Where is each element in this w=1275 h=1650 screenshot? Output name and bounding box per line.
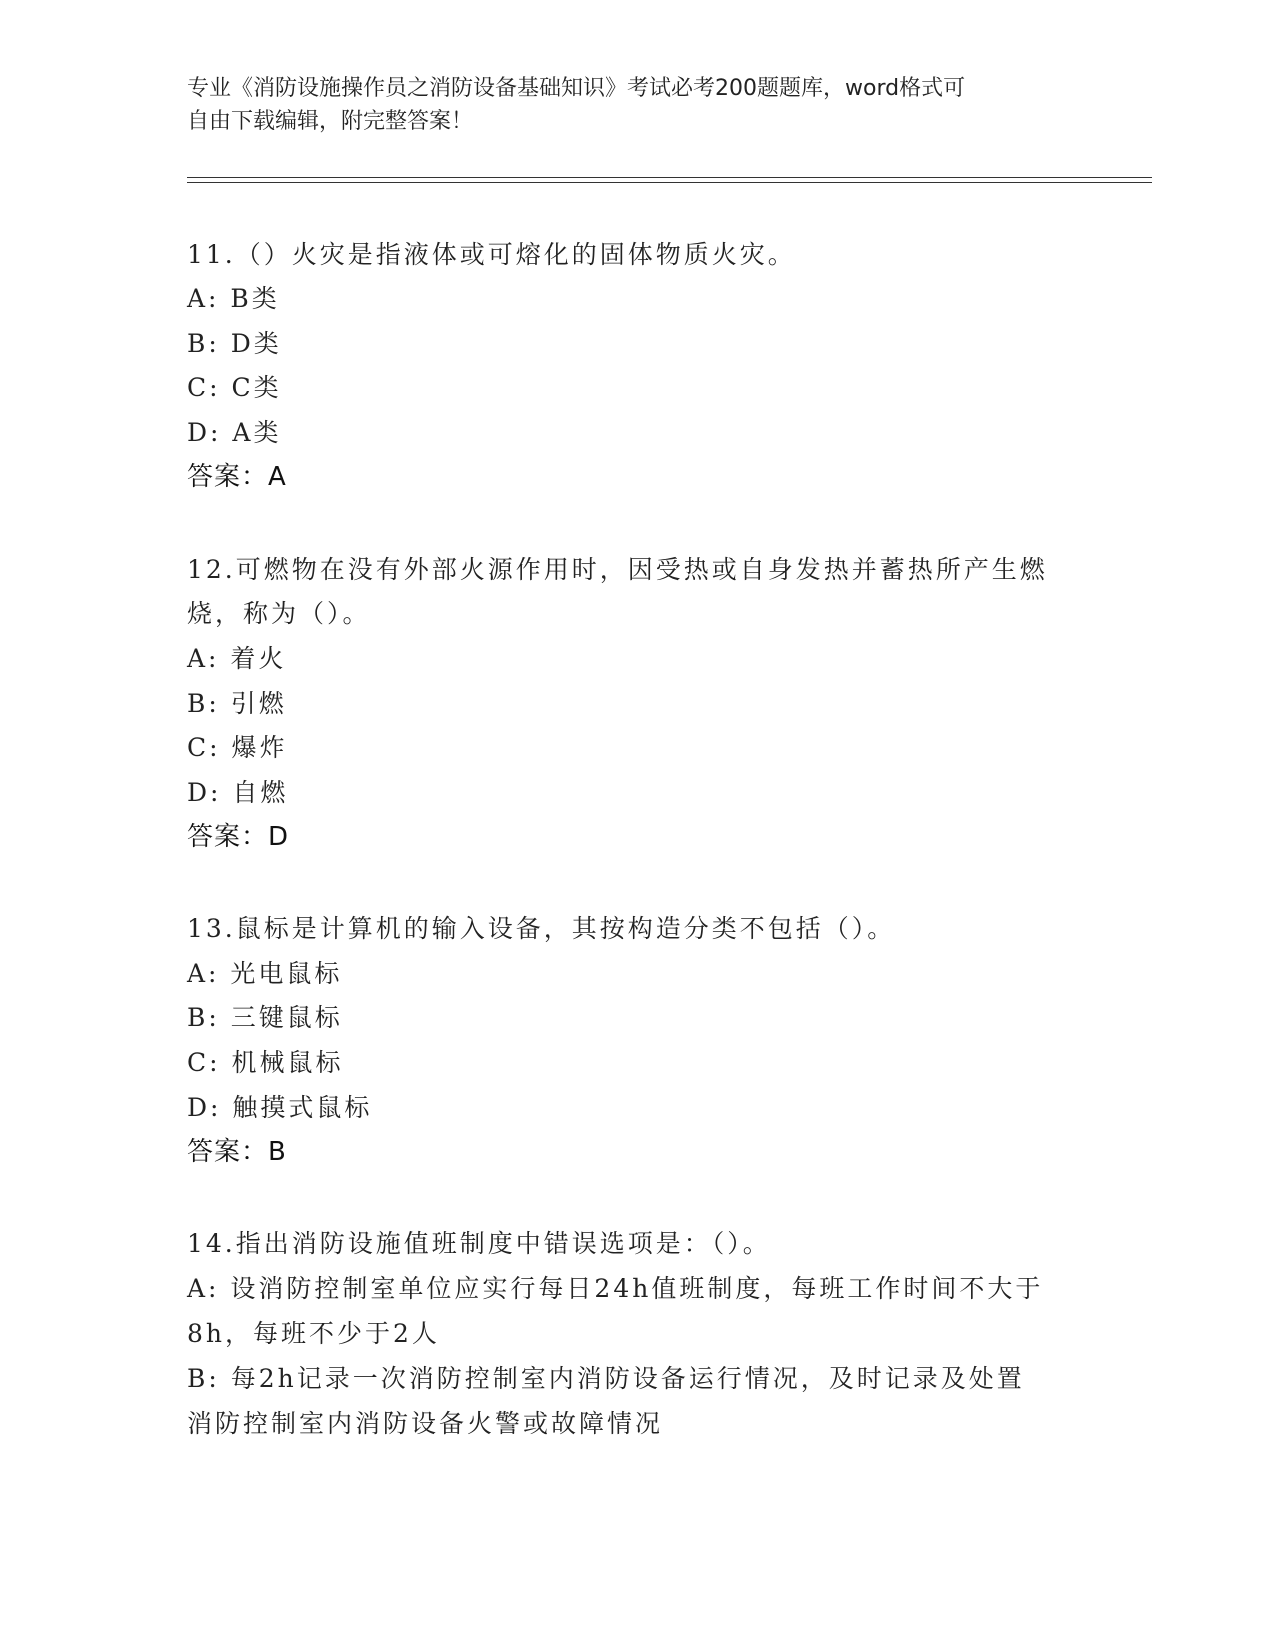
question-14-stem: 14.指出消防设施值班制度中错误选项是：（）。 [187,1229,771,1258]
question-12-option-a: A: 着火 [187,644,287,673]
document-header [187,72,1087,138]
question-14-option-b-line-1: B: 每2h记录一次消防控制室内消防设备运行情况，及时记录及处置 [187,1364,1025,1393]
question-11-option-b: B: D类 [187,329,282,358]
question-13-option-d: D: 触摸式鼠标 [187,1093,373,1122]
question-13-stem: 13.鼠标是计算机的输入设备，其按构造分类不包括（）。 [187,914,896,943]
header-divider-bottom [187,182,1152,183]
question-12-option-c: C: 爆炸 [187,733,288,762]
question-12-stem-line-1: 12.可燃物在没有外部火源作用时，因受热或自身发热并蓄热所产生燃 [187,555,1048,584]
question-13-option-b: B: 三键鼠标 [187,1003,343,1032]
header-divider-top [187,177,1152,178]
question-12-option-b: B: 引燃 [187,689,287,718]
question-14-option-a-line-2: 8h，每班不少于2人 [187,1319,440,1348]
header-line-1: 专业《消防设施操作员之消防设备基础知识》考试必考200题题库，word格式可 [187,76,966,101]
question-13-option-a: A: 光电鼠标 [187,959,343,988]
question-11-option-a: A: B类 [187,284,280,313]
header-line-2: 自由下载编辑，附完整答案！ [187,109,474,134]
question-14-option-b-line-2: 消防控制室内消防设备火警或故障情况 [187,1409,664,1438]
question-11-answer: 答案：A [187,462,287,492]
question-14-option-a-line-1: A: 设消防控制室单位应实行每日24h值班制度，每班工作时间不大于 [187,1274,1044,1303]
question-13-option-c: C: 机械鼠标 [187,1048,344,1077]
question-12-option-d: D: 自燃 [187,778,289,807]
question-11-stem: 11.（）火灾是指液体或可熔化的固体物质火灾。 [187,240,796,269]
question-13-answer: 答案：B [187,1137,287,1167]
question-11-option-d: D: A类 [187,418,282,447]
question-12-answer: 答案：D [187,822,290,852]
question-11-option-c: C: C类 [187,373,282,402]
question-12-stem-line-2: 烧，称为（）。 [187,599,371,628]
